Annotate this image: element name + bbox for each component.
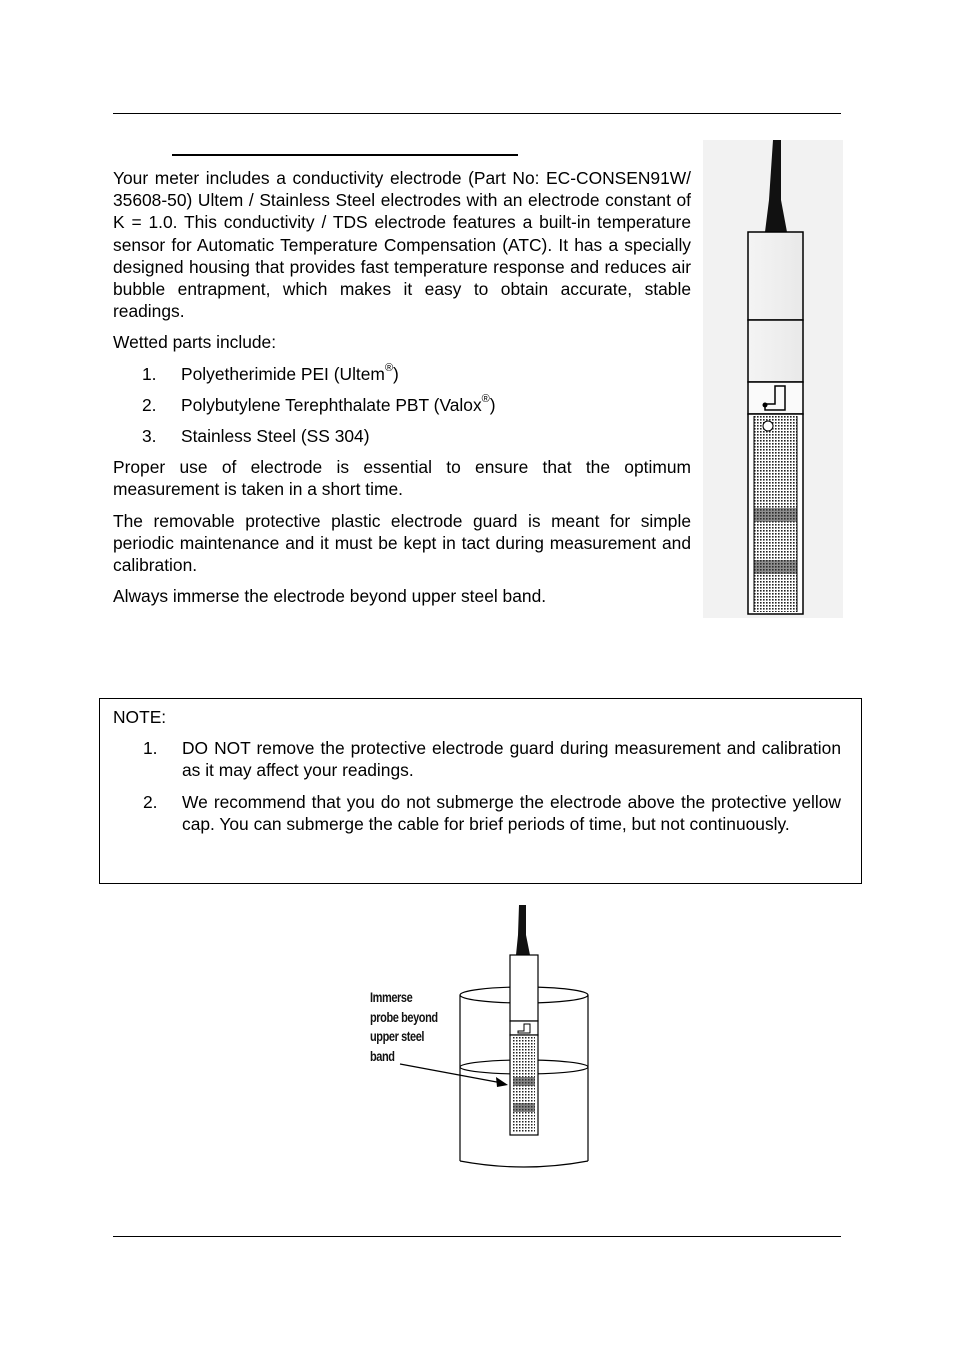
note-label: NOTE: [113,707,167,727]
list-item [113,791,841,835]
list-item [113,425,691,447]
list-text: Stainless Steel (SS 304) [181,426,370,447]
list-item [113,737,841,781]
proper-use-paragraph: Proper use of electrode is essential to ensure that the optimum measurement is taken in a short time. [113,457,691,500]
note-content [113,706,841,835]
registered-mark: ® [384,361,394,374]
list-text: Polybutylene Terephthalate PBT (Valox [181,394,482,415]
list-number: 2. [142,394,157,415]
callout-line: upper steel [370,1029,425,1045]
electrode-description [113,167,691,625]
electrode-probe-illustration [703,140,843,618]
list-close: ) [489,394,496,415]
list-text: We recommend that you do not submerge the electrode above the protective yellow cap. You can submerge the cable for brief periods of time, but not continuously. [182,791,841,834]
intro-paragraph: Your meter includes a conductivity electrode (Part No: EC-CONSEN91W/ 35608-50) Ultem / Stainless Steel electrodes with an electrode constant of K = 1.0. This conductivity / TDS electrode features a built-in temperature sensor for Automatic Temperature Compensation (ATC). It has a specially designed housing that provides fast temperature response and reduces air bubble entrapment, which makes it easy to obtain accurate, stable readings. [113,168,691,322]
list-number: 1. [142,363,157,384]
list-close: ) [393,363,399,384]
list-number: 3. [142,426,157,447]
wetted-parts-list [113,363,691,448]
list-number: 2. [143,791,158,812]
note-box [99,698,862,884]
callout-line: Immerse [370,990,413,1005]
wetted-parts-intro: Wetted parts include: [113,332,277,353]
header-rule [113,113,841,114]
section-heading-underline [172,154,518,156]
note-list [113,737,841,835]
list-item [113,394,691,416]
list-item [113,363,691,385]
callout-line: band [370,1048,395,1064]
immerse-paragraph: Always immerse the electrode beyond upper steel band. [113,586,547,607]
guard-paragraph: The removable protective plastic electrode guard is meant for simple periodic maintenance and it must be kept in tact during measurement and calibration. [113,510,691,576]
registered-mark: ® [481,393,490,406]
immerse-callout [370,988,438,1066]
callout-line: probe beyond [370,1009,438,1025]
list-text: Polyetherimide PEI (Ultem [181,363,385,384]
footer-rule [113,1236,841,1237]
list-text: DO NOT remove the protective electrode guard during measurement and calibration as it may affect your readings. [182,738,841,781]
list-number: 1. [143,738,158,759]
